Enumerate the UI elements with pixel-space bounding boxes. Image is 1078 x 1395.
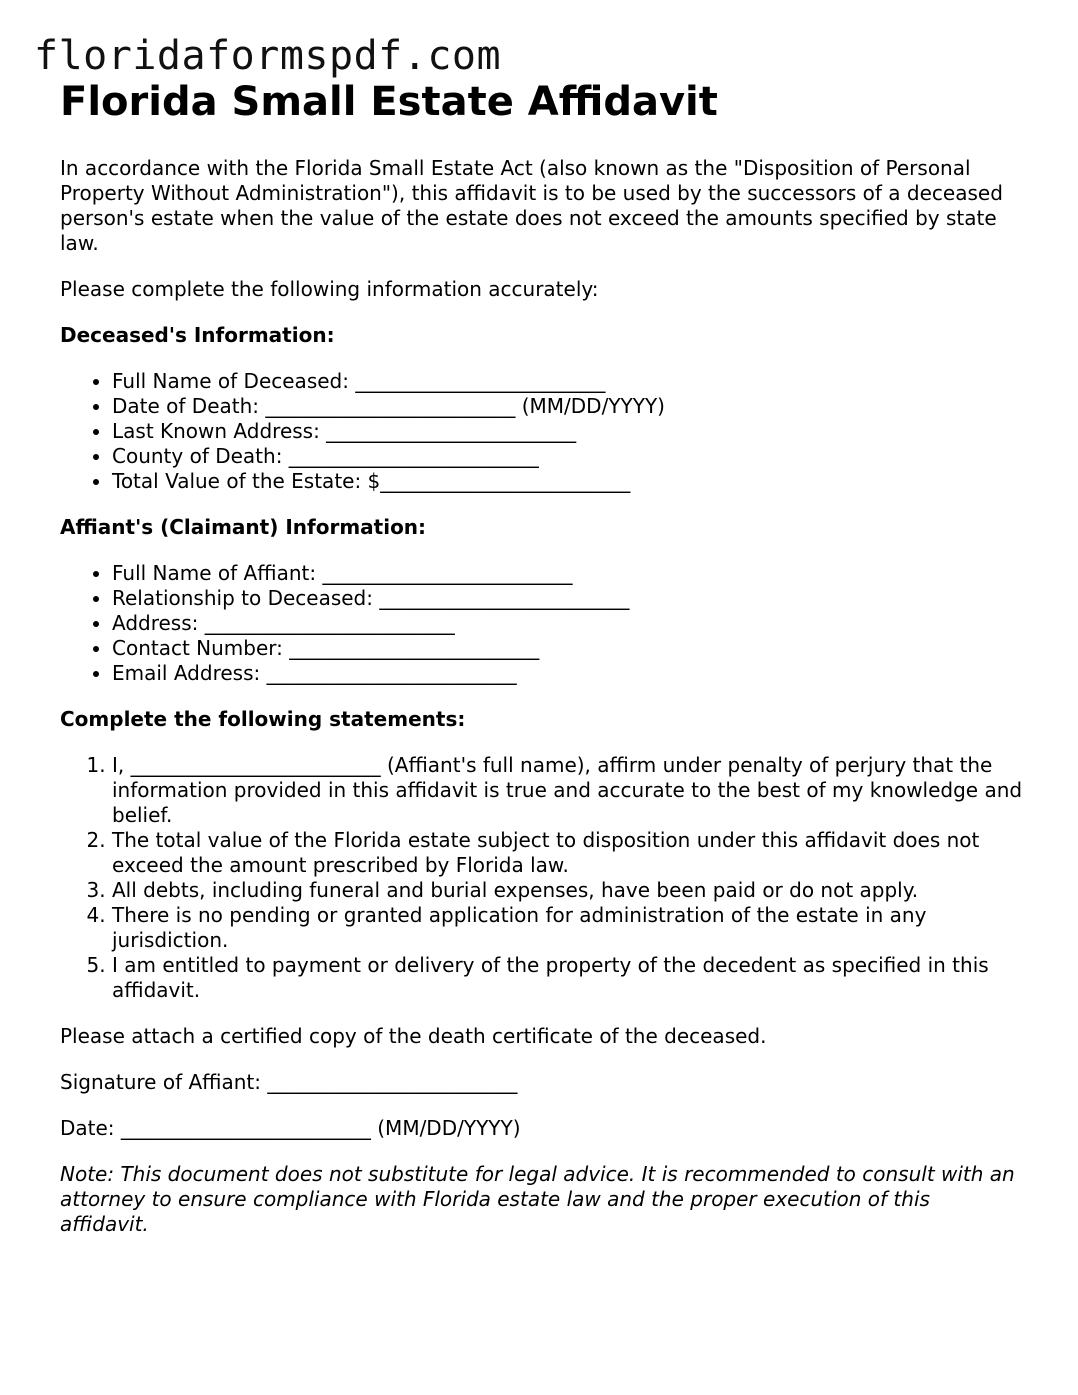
last-known-address-field[interactable]: • Last Known Address: _________________________ [112,419,1025,444]
affiant-address-field[interactable]: • Address: _________________________ [112,611,1025,636]
deceased-full-name-field[interactable]: • Full Name of Deceased: _________________________ [112,369,1025,394]
site-watermark: floridaformspdf.com [34,33,502,79]
legal-disclaimer: Note: This document does not substitute for legal advice. It is recommended to consult with an attorney to ensure compliance with Florida estate law and the proper execution of this affidavit. [60,1162,1015,1236]
statement-item: 5. I am entitled to payment or delivery of the property of the decedent as specified in this affidavit. [112,953,1025,1003]
deceased-info-list [60,369,1025,494]
contact-number-field[interactable]: • Contact Number: _________________________ [112,636,1025,661]
county-of-death-field[interactable]: • County of Death: _________________________ [112,444,1025,469]
page-title: Florida Small Estate Affidavit [60,79,718,125]
email-address-field[interactable]: • Email Address: _________________________ [112,661,1025,686]
date-of-death-field[interactable]: • Date of Death: _________________________ (MM/DD/YYYY) [112,394,1025,419]
affiant-section-heading: Affiant's (Claimant) Information: [60,515,427,539]
attach-certificate-note: Please attach a certified copy of the death certificate of the deceased. [60,1024,767,1048]
instruction-text: Please complete the following information accurately: [60,277,599,301]
estate-value-field[interactable]: • Total Value of the Estate: $_________________________ [112,469,1025,494]
relationship-field[interactable]: • Relationship to Deceased: _________________________ [112,586,1025,611]
signature-field[interactable]: Signature of Affiant: _________________________ [60,1070,518,1094]
statements-section-heading: Complete the following statements: [60,707,466,731]
date-field[interactable]: Date: _________________________ (MM/DD/YYYY) [60,1116,521,1140]
affidavit-document [60,78,1025,1258]
statement-item: 3. All debts, including funeral and burial expenses, have been paid or do not apply. [112,878,1025,903]
statement-item: 4. There is no pending or granted application for administration of the estate in any jurisdiction. [112,903,1025,953]
statement-item[interactable]: 1. I, _________________________ (Affiant's full name), affirm under penalty of perjury that the information provided in this affidavit is true and accurate to the best of my knowledge and belief. [112,753,1025,828]
affiant-info-list [60,561,1025,686]
statement-item: 2. The total value of the Florida estate subject to disposition under this affidavit does not exceed the amount prescribed by Florida law. [112,828,1025,878]
intro-paragraph: In accordance with the Florida Small Estate Act (also known as the "Disposition of Personal Property Without Administration"), this affidavit is to be used by the successors of a deceased person's estate when the value of the estate does not exceed the amounts specified by state law. [60,156,1003,255]
affiant-full-name-field[interactable]: • Full Name of Affiant: _________________________ [112,561,1025,586]
statements-list [60,753,1025,1003]
deceased-section-heading: Deceased's Information: [60,323,335,347]
